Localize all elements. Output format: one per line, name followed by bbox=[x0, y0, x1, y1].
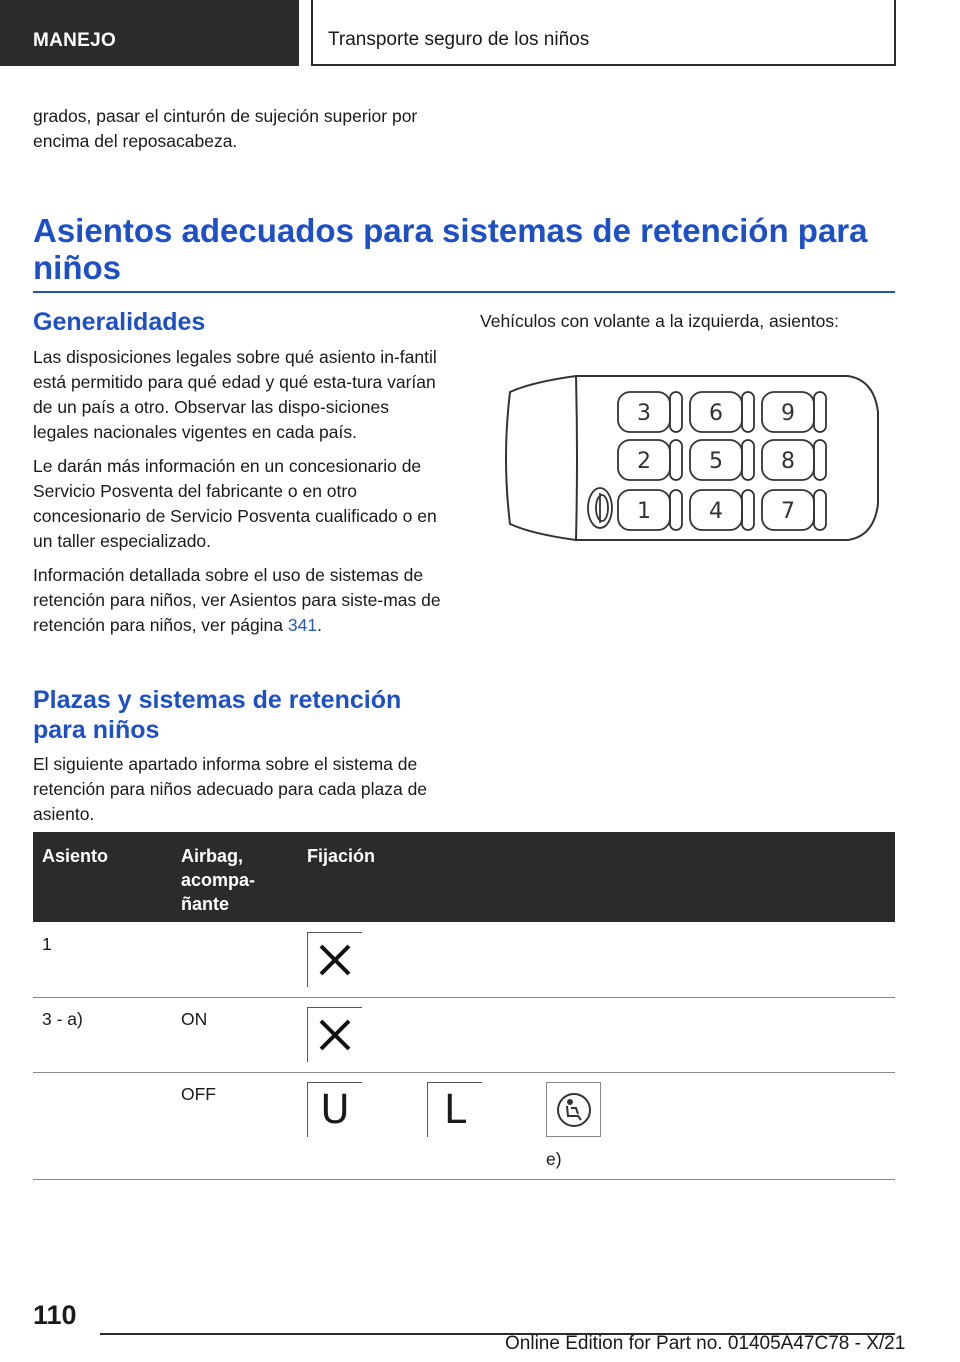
generalidades-p3 bbox=[33, 563, 449, 638]
seat-label-8: 8 bbox=[781, 449, 795, 474]
seat-label-9: 9 bbox=[781, 401, 795, 426]
seat-1-back bbox=[670, 490, 682, 530]
seat-9-back bbox=[814, 392, 826, 432]
seat-label-2: 2 bbox=[637, 449, 651, 474]
car-cabin-outline bbox=[576, 376, 878, 540]
seat-label-3: 3 bbox=[637, 401, 651, 426]
plazas-title: Plazas y sistemas de retención para niños bbox=[33, 686, 402, 744]
edition-text: Online Edition for Part no. 01405A47C78 - X/21 bbox=[505, 1333, 906, 1354]
seat-label-6: 6 bbox=[709, 401, 723, 426]
seat-4-back bbox=[742, 490, 754, 530]
main-title: Asientos adecuados para sistemas de retención para niños bbox=[33, 212, 868, 286]
universal-u-icon: U bbox=[307, 1082, 362, 1137]
plazas-body: El siguiente apartado informa sobre el sistema de retención para niños adecuado para cada plaza de asiento. bbox=[33, 754, 428, 824]
child-seat-table bbox=[33, 832, 895, 1180]
seat-label-4: 4 bbox=[709, 499, 723, 524]
table-header bbox=[33, 832, 895, 922]
row1-seat: 1 bbox=[42, 934, 52, 954]
table-row bbox=[33, 922, 895, 998]
seat-6-back bbox=[742, 392, 754, 432]
seat-3-back bbox=[670, 392, 682, 432]
seat-label-7: 7 bbox=[781, 499, 795, 524]
child-seat-icon bbox=[546, 1082, 601, 1137]
header-section: MANEJO bbox=[0, 0, 299, 66]
table-row bbox=[33, 1073, 895, 1180]
x-icon bbox=[307, 1007, 362, 1062]
generalidades-p1: Las disposiciones legales sobre qué asiento in-fantil está permitido para qué edad y qué esta-tura varían de un país a otro. Observar las dispo-siciones legales nacionales vigentes en cada país. bbox=[33, 347, 437, 442]
steering-wheel-icon bbox=[588, 488, 612, 528]
intro-text: grados, pasar el cinturón de sujeción superior por encima del reposacabeza. bbox=[33, 106, 418, 151]
row3-airbag: OFF bbox=[181, 1084, 216, 1104]
generalidades-p2: Le darán más información en un concesionario de Servicio Posventa del fabricante o en otro concesionario de Servicio Posventa cualificado o en un taller especializado. bbox=[33, 456, 437, 551]
seat-label-1: 1 bbox=[637, 499, 651, 524]
x-icon bbox=[307, 932, 362, 987]
seat-5-back bbox=[742, 440, 754, 480]
generalidades-body bbox=[33, 345, 449, 647]
seat-2-back bbox=[670, 440, 682, 480]
seat-7-back bbox=[814, 490, 826, 530]
seat-layout-diagram bbox=[498, 372, 892, 544]
page-number: 110 bbox=[33, 1300, 77, 1330]
row2-seat: 3 - a) bbox=[42, 1009, 83, 1029]
header-chapter: Transporte seguro de los niños bbox=[311, 0, 896, 66]
row2-airbag: ON bbox=[181, 1009, 208, 1029]
generalidades-title: Generalidades bbox=[33, 308, 206, 336]
car-front-outline bbox=[506, 376, 577, 540]
diagram-caption: Vehículos con volante a la izquierda, asientos: bbox=[480, 311, 839, 331]
seat-label-5: 5 bbox=[709, 449, 723, 474]
seat-8-back bbox=[814, 440, 826, 480]
header-airbag: Airbag, acompa-ñante bbox=[181, 846, 256, 914]
generalidades-p3-text: Información detallada sobre el uso de sistemas de retención para niños, ver Asientos para siste-mas de retención para niños, ver página bbox=[33, 565, 441, 635]
table-row bbox=[33, 998, 895, 1073]
page-link-341[interactable]: 341 bbox=[287, 615, 318, 635]
row3-note: e) bbox=[546, 1149, 562, 1169]
limited-l-icon: L bbox=[427, 1082, 482, 1137]
generalidades-p3-end: . bbox=[317, 615, 322, 635]
header-fixation: Fijación bbox=[307, 846, 376, 866]
title-divider bbox=[33, 291, 895, 293]
header-seat: Asiento bbox=[42, 846, 109, 866]
